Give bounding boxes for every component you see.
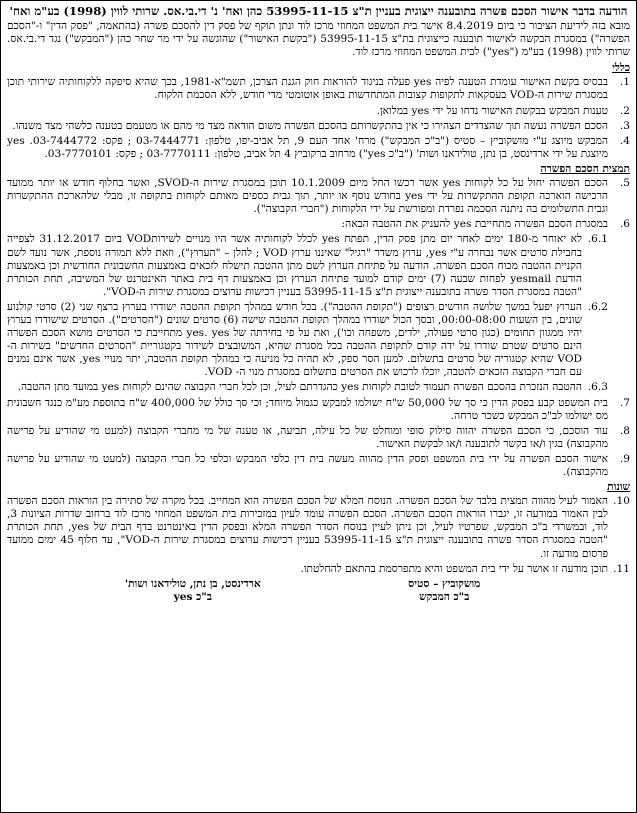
clause-number: 3.: [619, 119, 630, 132]
clause-text: ההטבה הנזכרת בהסכם הפשרה תעמוד לטובת לקוחות yes כהגדרתם לעיל, וכן לכל חברי הקבוצה שהינם לקוחות yes במועד מתן ההטבה.: [17, 381, 582, 394]
clause-number: 6.: [619, 218, 630, 231]
clause-text: המבקש מיוצג ע"י מושקוביץ – סטיס ("ב"כ המבקש") מרח' אחד העם 9, תל אביב-יפו, טלפון: 03-7444771 ; פקס: 03-7444772. yes מיוצגת על ידי ארדינסט, בן נתן, טולידאנו ושות' ("ב"כ yes") מרחוב ברקוביץ 4 תל אביב, טלפון: 03-7770111 ; פקס: 03-7770101.: [7, 134, 608, 160]
signature-firm: ארדינסט, בן נתן, טולידאנו ושות': [124, 577, 261, 590]
signature-firm: מושקוביץ – סטיס: [408, 577, 481, 590]
clause: [7, 105, 630, 118]
clause-number: 9.: [619, 452, 630, 465]
clause-number: 10.: [613, 495, 630, 508]
clause-number: 5.: [619, 177, 630, 190]
clause: [7, 120, 630, 133]
clause-number: 11.: [613, 562, 630, 575]
section-misc-heading: שונות: [607, 481, 630, 494]
settlement-items: [7, 177, 630, 479]
clause-text: אישור הסכם הפשרה על ידי בית המשפט ופסק הדין מהווה מעשה בית דין כלפי המבקש וכלפי כל חברי הקבוצה (למעט מי שהודיע על פרישה מהקבוצה).: [7, 452, 608, 478]
clause-number: 8.: [619, 424, 630, 437]
clause: [7, 177, 630, 216]
clause-text: עוד הוסכם, כי הסכם הפשרה יהווה סילוק סופי ומוחלט של כל עילה, תביעה, או טענה של מי מחברי הקבוצה (למעט מי שהודיע על פרישה מהקבוצה) בגין ו/או בקשר לתובענה ו/או לבקשת האישור.: [7, 424, 608, 450]
signature-role: ב"כ המבקש: [419, 590, 470, 603]
sub-clause: [7, 233, 630, 298]
clause-text: האמור לעיל מהווה תמצית בלבד של הסכם הפשרה. הנוסח המלא של הסכם הפשרה הוא המחייב. בכל מקרה של סתירה בין הוראות הסכם הפשרה לבין האמור במודעה זו, יגברו הוראות הסכם הפשרה. הסכם הפשרה עומד לעיון במזכירות בית המשפט המחוזי מרכז לוד ברחוב שדרות הציונות 3, לוד, ובמשרדי ב"כ המבקש, שפרטיו לעיל, וכן ניתן לעיין בנוסח הסדר הפשרה המלא ובפסק הדין באינטרנט בדף הבית של yes, תחת הכותרת "הטבה במסגרת הסדר פשרה בתובענה ייצוגית ת"צ 53995-11-15 בעניין רכישות ערוצים במסגרת שירות ה-VOD", עד חלוף 45 ימים ממועד פרסום מודעה זו.: [7, 495, 609, 560]
clause: [7, 563, 630, 576]
clause-number: 1.: [619, 76, 630, 89]
clause-text: בית המשפט קבע בפסק הדין כי סך של 50,000 ש"ח ישולמו למבקש כגמול מיוחד; וכי סך כולל של 400,000 ש"ח בתוספת מע"מ כנגד חשבונית מס ישולמו לב"כ המבקש כשכר טרחה.: [7, 396, 608, 422]
signatures: [7, 578, 630, 604]
sub-clause: [7, 381, 630, 394]
clause-text: הסכם הפשרה יחול על כל לקוחות yes אשר רכשו החל מיום 10.1.2009 תוכן במסגרת שירות ה-SVOD, ואשר בחלוף חודש או יותר ממועד הרכישה הוארכה תקופת ההתקשרות על ידי yes בחודש נוסף או יותר, תוך גבית כספים מאותם לקוחות בתקופה זו, מבלי שלהארכת ההתקשרות וגבית התשלומים בה ניתנה הסכמה נפרדת ומפורשת על ידי הלקוחות ("חברי הקבוצה").: [7, 177, 608, 216]
clause-text: לא יאוחר מ-180 ימים לאחר יום מתן פסק הדין, תפתח yes לכלל לקוחותיה אשר היו מנויים לשירותVOD ביום 31.12.2017 לצפייה בחבילת סרטים אשר נבחרה ע"י yes, ערוץ משדר "רגיל" שאיננו ערוץ VOD ; להלן – "הערוץ"), וזאת ללא תמורה נוספת, אשר נועד לשם הקניית ההטבה מכוח הסכם הפשרה. הודעה על פתיחת הערוץ לשם מתן ההטבה תישלח לזכאים באמצעות החשבונית החודשית וכן באמצעות הודעת yesmail לפחות שבעה (7) ימים קודם למועד פתיחת הערוץ וכן באמצעות דף בית באתר האינטרנט של המשיבה, תחת הכותרת "הטבה במסגרת הסדר פשרה בתובענה ייצוגית ת"צ 53995-11-15 בעניין רכישות ערוצים במסגרת שירות ה-VOD".: [7, 233, 582, 298]
clause: [7, 425, 630, 451]
intro-paragraph: מובא בזה לידיעת הציבור כי ביום 8.4.2019 אישר בית המשפט המחוזי מרכז לוד ונתן תוקף של פסק דין להסכם פשרה (בהתאמה, "פסק הדין" ו-"הסכם הפשרה") במסגרת הבקשה לאישור תובענה כייצוגית בת"צ 53995-11-15 ("בקשת האישור") שהוגשה על ידי מר שחר כהן ("המבקש") נגד די.בי.אס. שרותי לווין (1998) בע"מ ("yes") לבית המשפט המחוזי מרכז לוד.: [7, 20, 630, 59]
signature-plaintiff-counsel: [354, 578, 534, 604]
section-settlement-heading: תמצית הסכם הפשרה: [540, 162, 630, 175]
clause-number: 2.: [619, 104, 630, 117]
clause-number: 6.2.: [587, 300, 608, 313]
clause-text: במסגרת הסכם הפשרה מתחייבת yes להעניק את ההטבה הבאה:: [341, 218, 608, 231]
notice-title: הודעה בדבר אישור הסכם פשרה בתובענה ייצוגית בעניין ת"צ 53995-11-15 כהן ואח' נ' די.בי.אס. שרותי לווין (1998) בע"מ ואח': [9, 4, 628, 18]
clause-text: בבסיס בקשת האישור עומדת הטענה לפיה yes פעלה בניגוד להוראות חוק הגנת הצרכן, תשמ"א-1981, בכך שהיא סיפקה ללקוחותיה שירותי תוכן במסגרת שירות ה-VOD בעסקאות לתקופות קצובות המתחדשות באופן אוטומטי מדי חודש, ללא הסכמת הלקוח.: [7, 76, 608, 102]
sub-clause: [7, 301, 630, 380]
clause-text: הסכם הפשרה נעשה תוך שהצדדים הצהירו כי אין בהתקשרותם בהסכם הפשרה משום הודאה מצד מי מהם או מטעמם בטענה כלשהי מצד משנהו.: [12, 119, 608, 132]
clause-text: הערוץ יפעל במשך שלושה חודשים רצופים ("תקופת ההטבה"). בכל חודש במהלך תקופת ההטבה ישודרו בערוץ ברצף שני (2) סרטי קולנוע שונים, בין השעות 00:00-08:00, ובסך הכול ישודרו במהלך תקופת ההטבה שישה (6) סרטים שונים ("הסרטים"). הסרטים שישודרו בערוץ יהיו ממגוון תחומים (כגון סרטי פעולה, ילדים, משפחה וכו'), ואת על פי בחירתה של yes. yes מתחייבת כי הסרטים מושא הסכם הפשרה הינם סרטים שטרם שודרו על ידה קודם לתקופת ההטבה בכל מסגרת שהיא, המשובצים לשידור בקטגוריית "הסרטים החדשים" בשירות ה- VOD שהיא קטגוריה של סרטים בתשלום. למען הסר ספק, לא תהיה כל מניעה כי במהלך תקופת ההטבה, יתר מנויי yes, אשר אינם נמנים עם חברי הקבוצה הזכאים להטבה, יוכלו לרכוש את הסרטים בתשלום במסגרת מנוי ה- VOD.: [7, 300, 583, 379]
clause-number: 7.: [619, 396, 630, 409]
clause-number: 4.: [619, 134, 630, 147]
clause: [7, 453, 630, 479]
signature-defendant-counsel: [103, 578, 283, 604]
section-general-heading: כללי: [612, 62, 630, 75]
clause-text: תוכן מודעה זו אושר על ידי בית המשפט והיא מתפרסמת בהתאם להחלטתו.: [300, 562, 608, 575]
clause: [7, 135, 630, 161]
clause: [7, 495, 630, 560]
clause-text: טענות המבקש בבקשת האישור נדחו על ידי yes במלואן.: [376, 104, 608, 117]
clause: [7, 397, 630, 423]
clause: [7, 76, 630, 102]
clause-number: 6.1.: [587, 233, 608, 246]
clause-number: 6.3.: [587, 381, 608, 394]
misc-items: [7, 495, 630, 576]
clause: [7, 218, 630, 231]
signature-role: ב"כ yes: [173, 590, 212, 603]
general-items: [7, 76, 630, 161]
